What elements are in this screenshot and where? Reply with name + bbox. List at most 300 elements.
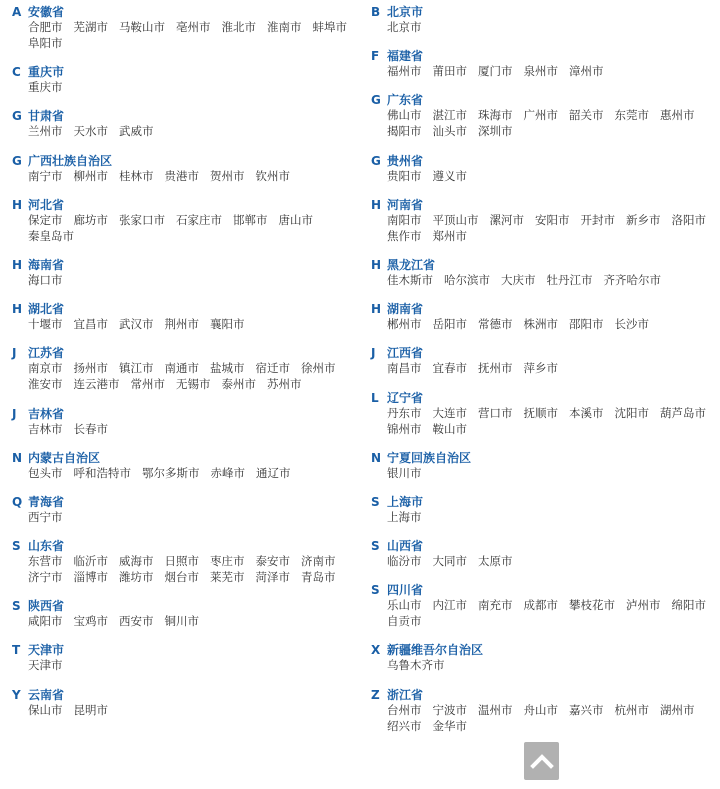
province-name[interactable]: 安徽省	[28, 5, 65, 19]
city-list	[371, 657, 717, 673]
city-item: 洛阳市	[671, 212, 706, 227]
city-item: 东营市	[28, 554, 63, 569]
city-item: 焦作市	[387, 228, 422, 243]
city-item: 青岛市	[301, 570, 336, 585]
city-item: 呼和浩特市	[73, 465, 131, 480]
city-list	[12, 421, 368, 437]
province-name[interactable]: 陕西省	[28, 599, 65, 614]
city-list	[371, 107, 717, 139]
province-section	[12, 151, 362, 184]
city-item: 大同市	[432, 554, 467, 569]
city-item: 台州市	[387, 702, 422, 717]
city-item: 淄博市	[73, 570, 108, 585]
province-name[interactable]: 福建省	[387, 49, 424, 64]
city-item: 佳木斯市	[387, 272, 433, 287]
province-section	[371, 195, 711, 244]
city-item: 常州市	[130, 377, 165, 392]
city-item: 沈阳市	[614, 405, 649, 420]
province-section	[12, 2, 362, 51]
city-item: 嘉兴市	[569, 702, 604, 717]
city-item: 郑州市	[432, 228, 467, 243]
city-item: 贵港市	[164, 168, 199, 183]
city-list	[12, 702, 368, 718]
city-list	[371, 316, 717, 332]
index-letter: B	[371, 5, 381, 19]
city-item: 连云港市	[73, 377, 120, 392]
province-header	[12, 255, 362, 272]
index-letter: N	[371, 450, 382, 465]
city-item: 邵阳市	[569, 317, 604, 332]
city-list	[12, 212, 368, 244]
city-item: 合肥市	[28, 20, 63, 34]
index-letter: S	[12, 539, 21, 554]
index-letter: H	[12, 302, 23, 317]
index-letter: Y	[12, 687, 21, 702]
province-section	[371, 536, 711, 569]
city-item: 临汾市	[387, 554, 422, 569]
index-letter: X	[371, 643, 381, 658]
city-item: 贵阳市	[387, 168, 422, 183]
province-section	[12, 195, 362, 244]
province-section	[12, 255, 362, 288]
city-item: 安阳市	[535, 212, 570, 227]
province-section	[12, 492, 362, 525]
city-item: 通辽市	[256, 465, 291, 480]
city-item: 莱芜市	[210, 570, 245, 585]
province-header	[371, 343, 711, 360]
city-item: 淮安市	[28, 377, 63, 392]
city-item: 阜阳市	[28, 36, 63, 50]
city-item: 开封市	[580, 212, 615, 227]
province-header	[371, 492, 711, 509]
province-header	[371, 388, 711, 405]
province-name[interactable]: 浙江省	[387, 687, 424, 702]
city-item: 芜湖市	[73, 20, 108, 34]
province-name[interactable]: 新疆维吾尔自治区	[387, 643, 484, 658]
province-name[interactable]: 吉林省	[28, 406, 65, 421]
province-header	[12, 448, 362, 465]
city-item: 南京市	[28, 361, 63, 376]
city-item: 乐山市	[387, 598, 422, 613]
city-item: 西宁市	[28, 509, 63, 524]
province-section	[371, 2, 711, 35]
city-item: 咸阳市	[28, 614, 63, 629]
city-item: 湛江市	[432, 108, 467, 123]
province-section	[12, 404, 362, 437]
city-item: 武威市	[119, 124, 154, 139]
city-list	[12, 360, 368, 392]
city-item: 漯河市	[489, 212, 524, 227]
city-item: 西安市	[119, 614, 154, 629]
city-item: 兰州市	[28, 124, 63, 139]
city-item: 秦皇岛市	[28, 228, 74, 243]
city-item: 大连市	[432, 405, 467, 420]
city-list	[371, 405, 717, 437]
city-item: 柳州市	[73, 168, 108, 183]
province-section	[371, 492, 711, 525]
city-list	[371, 63, 717, 79]
province-name[interactable]: 山西省	[387, 539, 424, 554]
city-item: 无锡市	[176, 377, 211, 392]
city-item: 株洲市	[523, 317, 558, 332]
city-item: 舟山市	[523, 702, 558, 717]
province-name[interactable]: 湖北省	[28, 302, 65, 317]
province-header	[12, 492, 362, 509]
index-letter: Q	[12, 494, 23, 509]
province-section	[12, 448, 362, 481]
city-item: 厦门市	[478, 64, 513, 79]
city-item: 保定市	[28, 212, 63, 227]
province-header	[371, 536, 711, 553]
city-list	[12, 19, 368, 51]
city-item: 昆明市	[73, 702, 108, 717]
province-header	[12, 299, 362, 316]
province-name[interactable]: 江苏省	[28, 346, 65, 361]
index-letter: H	[12, 257, 23, 272]
province-name[interactable]: 甘肃省	[28, 109, 65, 124]
province-section	[371, 90, 711, 139]
city-item: 包头市	[28, 465, 63, 480]
city-item: 福州市	[387, 64, 422, 79]
index-letter: H	[371, 257, 382, 272]
city-item: 广州市	[523, 108, 558, 123]
province-header	[12, 640, 362, 657]
city-item: 丹东市	[387, 405, 422, 420]
city-item: 漳州市	[569, 64, 604, 79]
city-item: 南阳市	[387, 212, 422, 227]
province-header	[12, 106, 362, 123]
city-item: 本溪市	[569, 405, 604, 420]
city-item: 绵阳市	[671, 598, 706, 613]
province-section	[12, 62, 362, 95]
city-item: 东莞市	[614, 108, 649, 123]
city-item: 成都市	[523, 598, 558, 613]
province-name[interactable]: 内蒙古自治区	[28, 450, 101, 465]
city-item: 泉州市	[523, 64, 558, 79]
index-letter: H	[371, 302, 382, 317]
city-item: 乌鲁木齐市	[387, 658, 445, 673]
province-section	[371, 151, 711, 184]
province-name[interactable]: 江西省	[387, 346, 424, 361]
province-header	[371, 580, 711, 597]
province-header	[12, 151, 362, 168]
city-item: 天水市	[73, 124, 108, 139]
city-list	[12, 465, 368, 481]
province-name[interactable]: 广西壮族自治区	[28, 153, 113, 168]
city-list	[371, 168, 717, 184]
city-item: 郴州市	[387, 317, 422, 332]
city-item: 桂林市	[119, 168, 154, 183]
city-item: 遵义市	[432, 168, 467, 183]
city-item: 湖州市	[660, 702, 695, 717]
city-item: 佛山市	[387, 108, 422, 123]
city-item: 南充市	[478, 598, 513, 613]
province-section	[371, 640, 711, 673]
index-letter: S	[371, 494, 380, 509]
province-section	[12, 640, 362, 673]
province-name[interactable]: 贵州省	[387, 153, 424, 168]
index-letter: G	[371, 93, 381, 108]
city-item: 温州市	[478, 702, 513, 717]
city-item: 葫芦岛市	[660, 405, 706, 420]
city-item: 哈尔滨市	[444, 272, 490, 287]
province-header	[371, 46, 711, 63]
city-list	[12, 316, 368, 332]
city-item: 烟台市	[164, 570, 199, 585]
city-list	[371, 553, 717, 569]
city-item: 淮南市	[267, 20, 302, 34]
province-list-right	[371, 2, 711, 745]
province-header	[12, 195, 362, 212]
city-item: 惠州市	[660, 108, 695, 123]
city-list	[12, 79, 368, 95]
province-header	[371, 640, 711, 657]
city-item: 牡丹江市	[546, 272, 593, 287]
province-section	[12, 596, 362, 629]
city-item: 金华市	[432, 718, 467, 733]
province-name[interactable]: 宁夏回族自治区	[387, 450, 472, 465]
province-name[interactable]: 河南省	[387, 197, 424, 212]
city-item: 临沂市	[73, 554, 108, 569]
city-list	[12, 553, 368, 585]
city-item: 宜昌市	[73, 317, 108, 332]
province-section	[371, 255, 711, 288]
city-item: 马鞍山市	[119, 20, 165, 34]
city-item: 南昌市	[387, 361, 422, 376]
province-section	[371, 343, 711, 376]
city-item: 天津市	[28, 658, 63, 673]
city-item: 宁波市	[432, 702, 467, 717]
city-item: 平顶山市	[432, 212, 479, 227]
city-item: 岳阳市	[432, 317, 467, 332]
city-item: 杭州市	[614, 702, 649, 717]
index-letter: H	[12, 197, 23, 212]
city-item: 宝鸡市	[73, 614, 108, 629]
city-item: 新乡市	[626, 212, 661, 227]
province-header	[371, 685, 711, 702]
city-item: 潍坊市	[119, 570, 154, 585]
city-item: 泰安市	[255, 554, 290, 569]
back-to-top-button[interactable]	[524, 742, 559, 780]
index-letter: Z	[371, 687, 380, 702]
city-list	[371, 702, 717, 734]
province-section	[12, 106, 362, 139]
city-item: 绍兴市	[387, 718, 422, 733]
province-name[interactable]: 天津市	[28, 643, 65, 658]
province-name[interactable]: 青海省	[28, 494, 65, 509]
city-item: 莆田市	[432, 64, 467, 79]
city-item: 重庆市	[28, 80, 63, 95]
province-section	[12, 343, 362, 392]
province-list-left	[12, 2, 362, 729]
province-name[interactable]: 辽宁省	[387, 390, 424, 405]
city-item: 菏泽市	[255, 570, 290, 585]
city-item: 常德市	[478, 317, 513, 332]
city-list	[12, 613, 368, 629]
province-header	[12, 343, 362, 360]
province-section	[371, 685, 711, 734]
city-item: 武汉市	[119, 317, 154, 332]
city-list	[371, 465, 717, 481]
index-letter: T	[12, 643, 21, 658]
city-list	[371, 360, 717, 376]
city-item: 张家口市	[119, 212, 165, 227]
index-letter: J	[371, 346, 376, 361]
province-header	[371, 90, 711, 107]
city-item: 襄阳市	[210, 317, 245, 332]
city-item: 荆州市	[164, 317, 199, 332]
city-list	[371, 272, 717, 288]
province-name[interactable]: 云南省	[28, 687, 65, 702]
city-item: 盐城市	[210, 361, 245, 376]
city-item: 钦州市	[255, 168, 290, 183]
city-item: 海口市	[28, 272, 63, 287]
province-section	[12, 299, 362, 332]
city-list	[371, 509, 717, 525]
index-letter: S	[371, 583, 380, 598]
city-item: 宿迁市	[255, 361, 290, 376]
city-item: 鄂尔多斯市	[142, 465, 200, 480]
city-item: 保山市	[28, 702, 63, 717]
city-item: 长春市	[73, 421, 108, 436]
city-item: 长沙市	[614, 317, 649, 332]
province-header	[371, 2, 711, 19]
province-name[interactable]: 山东省	[28, 539, 65, 554]
province-header	[371, 195, 711, 212]
province-section	[371, 388, 711, 437]
city-item: 唐山市	[278, 212, 313, 227]
city-item: 营口市	[478, 405, 513, 420]
city-item: 济南市	[301, 554, 336, 569]
city-item: 珠海市	[478, 108, 513, 123]
province-name[interactable]: 黑龙江省	[387, 257, 436, 272]
province-name[interactable]: 重庆市	[28, 65, 65, 80]
city-item: 宜春市	[432, 361, 467, 376]
chevron-up-icon	[530, 753, 554, 769]
province-header	[12, 2, 362, 19]
province-header	[371, 255, 711, 272]
province-name[interactable]: 北京市	[387, 5, 424, 19]
index-letter: J	[12, 406, 17, 421]
city-item: 廊坊市	[73, 212, 108, 227]
city-item: 威海市	[119, 554, 154, 569]
city-item: 石家庄市	[176, 212, 222, 227]
city-item: 齐齐哈尔市	[603, 272, 661, 287]
city-item: 抚顺市	[523, 405, 558, 420]
province-name[interactable]: 河北省	[28, 197, 65, 212]
province-section	[371, 46, 711, 79]
city-item: 泸州市	[626, 598, 661, 613]
province-header	[371, 448, 711, 465]
city-item: 枣庄市	[210, 554, 245, 569]
city-item: 抚州市	[478, 361, 513, 376]
index-letter: L	[371, 390, 379, 405]
index-letter: J	[12, 346, 17, 361]
city-item: 银川市	[387, 465, 422, 480]
province-header	[371, 299, 711, 316]
index-letter: H	[371, 197, 382, 212]
city-item: 铜川市	[164, 614, 199, 629]
city-item: 徐州市	[301, 361, 336, 376]
city-list	[371, 597, 717, 629]
province-header	[12, 62, 362, 79]
city-item: 锦州市	[387, 421, 422, 436]
city-item: 萍乡市	[523, 361, 558, 376]
city-item: 苏州市	[267, 377, 302, 392]
city-item: 太原市	[478, 554, 513, 569]
city-item: 贺州市	[210, 168, 245, 183]
city-item: 大庆市	[501, 272, 536, 287]
city-item: 扬州市	[73, 361, 108, 376]
city-item: 自贡市	[387, 614, 422, 629]
province-section	[371, 299, 711, 332]
city-item: 淮北市	[221, 20, 256, 34]
city-item: 攀枝花市	[569, 598, 615, 613]
province-header	[12, 685, 362, 702]
province-name[interactable]: 广东省	[387, 93, 424, 108]
city-list	[12, 509, 368, 525]
index-letter: C	[12, 65, 21, 80]
city-item: 济宁市	[28, 570, 63, 585]
province-section	[371, 580, 711, 629]
index-letter: F	[371, 49, 380, 64]
city-item: 南通市	[164, 361, 199, 376]
city-list	[371, 19, 717, 35]
province-name[interactable]: 湖南省	[387, 302, 424, 317]
index-letter: N	[12, 450, 23, 465]
city-item: 揭阳市	[387, 124, 422, 139]
province-name[interactable]: 海南省	[28, 257, 65, 272]
city-item: 北京市	[387, 20, 422, 34]
index-letter: G	[371, 153, 381, 168]
city-item: 内江市	[432, 598, 467, 613]
city-item: 深圳市	[478, 124, 513, 139]
index-letter: G	[12, 153, 22, 168]
province-section	[12, 685, 362, 718]
province-name[interactable]: 上海市	[387, 494, 424, 509]
city-item: 亳州市	[176, 20, 211, 34]
city-item: 泰州市	[221, 377, 256, 392]
city-item: 赤峰市	[210, 465, 245, 480]
province-header	[12, 596, 362, 613]
city-item: 蚌埠市	[312, 20, 347, 34]
city-list	[12, 657, 368, 673]
city-item: 汕头市	[432, 124, 467, 139]
city-list	[12, 272, 368, 288]
province-header	[371, 151, 711, 168]
city-item: 邯郸市	[233, 212, 268, 227]
city-item: 南宁市	[28, 168, 63, 183]
city-list	[12, 168, 368, 184]
city-item: 鞍山市	[432, 421, 467, 436]
province-header	[12, 404, 362, 421]
city-list	[12, 123, 368, 139]
index-letter: S	[12, 599, 21, 614]
index-letter: A	[12, 5, 22, 19]
city-item: 吉林市	[28, 421, 63, 436]
city-item: 上海市	[387, 509, 422, 524]
city-item: 日照市	[164, 554, 199, 569]
province-name[interactable]: 四川省	[387, 583, 424, 598]
city-item: 十堰市	[28, 317, 63, 332]
province-section	[12, 536, 362, 585]
province-section	[371, 448, 711, 481]
index-letter: G	[12, 109, 22, 124]
city-item: 镇江市	[119, 361, 154, 376]
city-item: 韶关市	[569, 108, 604, 123]
index-letter: S	[371, 539, 380, 554]
province-header	[12, 536, 362, 553]
